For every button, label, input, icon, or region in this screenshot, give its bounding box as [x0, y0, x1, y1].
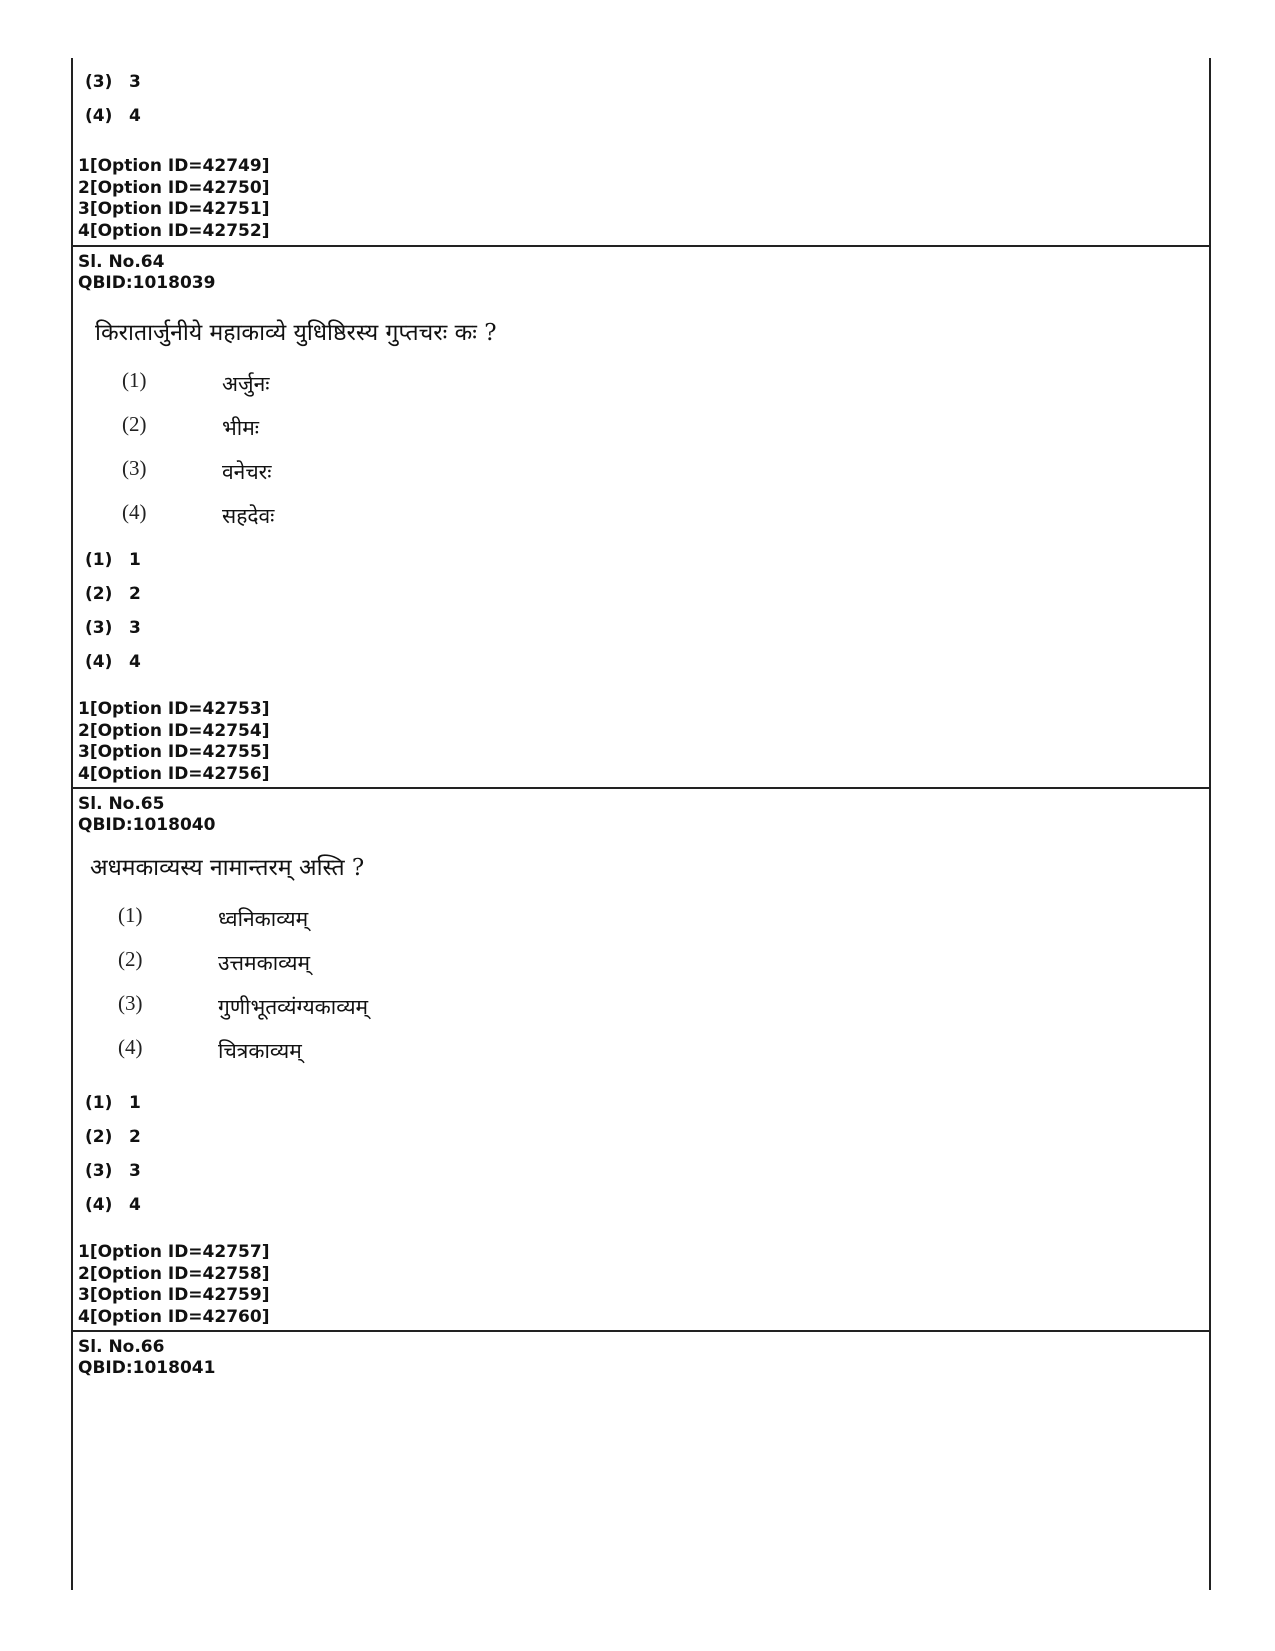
option-id-list: 1[Option ID=42757] 2[Option ID=42758] 3[Option ID=42759] 4[Option ID=42760] [78, 1242, 270, 1327]
choice-text: भीमः [222, 416, 260, 440]
qbid: QBID:1018040 [78, 815, 216, 835]
answer-option: (4) 4 [85, 652, 141, 672]
choice-number: (2) [122, 412, 147, 436]
qbid: QBID:1018041 [78, 1358, 216, 1378]
answer-option: (1) 1 [85, 550, 141, 570]
row-divider [71, 787, 1209, 789]
answer-option: (4) 4 [85, 106, 141, 126]
choice-number: (1) [118, 903, 143, 927]
choice-number: (1) [122, 368, 147, 392]
answer-option: (1) 1 [85, 1093, 141, 1113]
question-header [78, 252, 215, 294]
answer-option: (3) 3 [85, 1161, 141, 1181]
qbid: QBID:1018039 [78, 273, 216, 293]
question-header [78, 794, 215, 836]
question-text: अधमकाव्यस्य नामान्तरम् अस्ति ? [90, 855, 365, 881]
answer-option: (2) 2 [85, 1127, 141, 1147]
option-id-list: 1[Option ID=42749] 2[Option ID=42750] 3[Option ID=42751] 4[Option ID=42752] [78, 156, 270, 241]
choice-number: (3) [122, 456, 147, 480]
serial-number: Sl. No.66 [78, 1337, 165, 1357]
choice-text: उत्तमकाव्यम् [218, 951, 311, 975]
choice-text: चित्रकाव्यम् [218, 1039, 302, 1063]
choice-text: वनेचरः [222, 460, 272, 484]
serial-number: Sl. No.65 [78, 794, 165, 814]
choice-text: अर्जुनः [222, 372, 270, 396]
choice-text: गुणीभूतव्यंग्यकाव्यम् [218, 995, 369, 1019]
choice-number: (4) [122, 500, 147, 524]
choice-number: (4) [118, 1035, 143, 1059]
serial-number: Sl. No.64 [78, 252, 165, 272]
question-table-frame [71, 58, 1211, 1590]
answer-option: (3) 3 [85, 618, 141, 638]
answer-option: (4) 4 [85, 1195, 141, 1215]
choice-text: सहदेवः [222, 504, 275, 528]
answer-option: (2) 2 [85, 584, 141, 604]
row-divider [71, 1330, 1209, 1332]
choice-text: ध्वनिकाव्यम् [218, 907, 309, 931]
question-header [78, 1337, 215, 1379]
choice-number: (3) [118, 991, 143, 1015]
row-divider [71, 245, 1209, 247]
answer-option: (3) 3 [85, 72, 141, 92]
question-text: किरातार्जुनीये महाकाव्ये युधिष्ठिरस्य गुप्तचरः कः ? [95, 320, 497, 346]
option-id-list: 1[Option ID=42753] 2[Option ID=42754] 3[Option ID=42755] 4[Option ID=42756] [78, 699, 270, 784]
choice-number: (2) [118, 947, 143, 971]
